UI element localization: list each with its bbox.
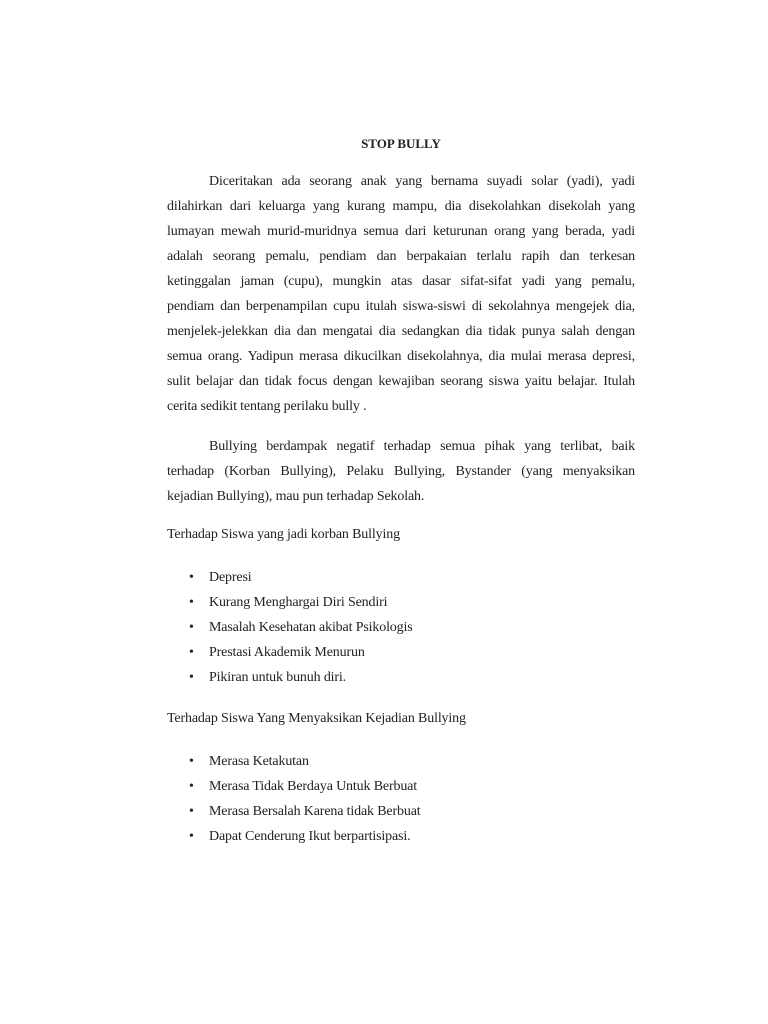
paragraph-story [167,169,635,419]
section-heading-bystanders: Terhadap Siswa Yang Menyaksikan Kejadian Bullying [167,711,466,726]
list-item: • Masalah Kesehatan akibat Psikologis [167,615,413,640]
section-heading-victims: Terhadap Siswa yang jadi korban Bullying [167,527,400,542]
bullet-icon: • [189,779,194,794]
bullet-icon: • [189,570,194,585]
list-item: • Merasa Tidak Berdaya Untuk Berbuat [167,774,421,799]
paragraph-line: Bullying berdampak negatif terhadap semua pihak yang terlibat, baik [209,439,635,454]
bullet-icon: • [189,829,194,844]
paragraph-line: kejadian Bullying), mau pun terhadap Sekolah. [167,489,425,504]
paragraph-line: semua orang. Yadipun merasa dikucilkan disekolahnya, dia mulai merasa depresi, [167,349,635,364]
list-item: • Kurang Menghargai Diri Sendiri [167,590,413,615]
paragraph-line: cerita sedikit tentang perilaku bully . [167,399,367,414]
bullet-icon: • [189,595,194,610]
bullet-icon: • [189,804,194,819]
victim-effects-list [167,565,413,690]
paragraph-line: lumayan mewah murid-muridnya semua dari keturunan orang yang berada, yadi [167,224,635,239]
bystander-effects-list [167,749,421,849]
paragraph-line: dilahirkan dari keluarga yang kurang mampu, dia disekolahkan disekolah yang [167,199,635,214]
list-item: • Dapat Cenderung Ikut berpartisipasi. [167,824,421,849]
paragraph-impact [167,434,635,509]
bullet-icon: • [189,620,194,635]
document-title: STOP BULLY [361,136,441,151]
paragraph-line: ketinggalan jaman (cupu), mungkin atas dasar sifat-sifat yadi yang pemalu, [167,274,635,289]
paragraph-line: terhadap (Korban Bullying), Pelaku Bullying, Bystander (yang menyaksikan [167,464,635,479]
paragraph-line: sulit belajar dan tidak focus dengan kewajiban seorang siswa yaitu belajar. Itulah [167,374,635,389]
list-item: • Depresi [167,565,413,590]
list-item: • Prestasi Akademik Menurun [167,640,413,665]
bullet-icon: • [189,645,194,660]
bullet-icon: • [189,670,194,685]
paragraph-line: pendiam dan berpenampilan cupu itulah siswa-siswi di sekolahnya mengejek dia, [167,299,635,314]
bullet-icon: • [189,754,194,769]
list-item: • Merasa Bersalah Karena tidak Berbuat [167,799,421,824]
paragraph-line: menjelek-jelekkan dia dan mengatai dia sedangkan dia tidak punya salah dengan [167,324,635,339]
paragraph-line: adalah seorang pemalu, pendiam dan berpakaian terlalu rapih dan terkesan [167,249,635,264]
list-item: • Pikiran untuk bunuh diri. [167,665,413,690]
paragraph-line: Diceritakan ada seorang anak yang bernama suyadi solar (yadi), yadi [209,174,635,189]
list-item: • Merasa Ketakutan [167,749,421,774]
